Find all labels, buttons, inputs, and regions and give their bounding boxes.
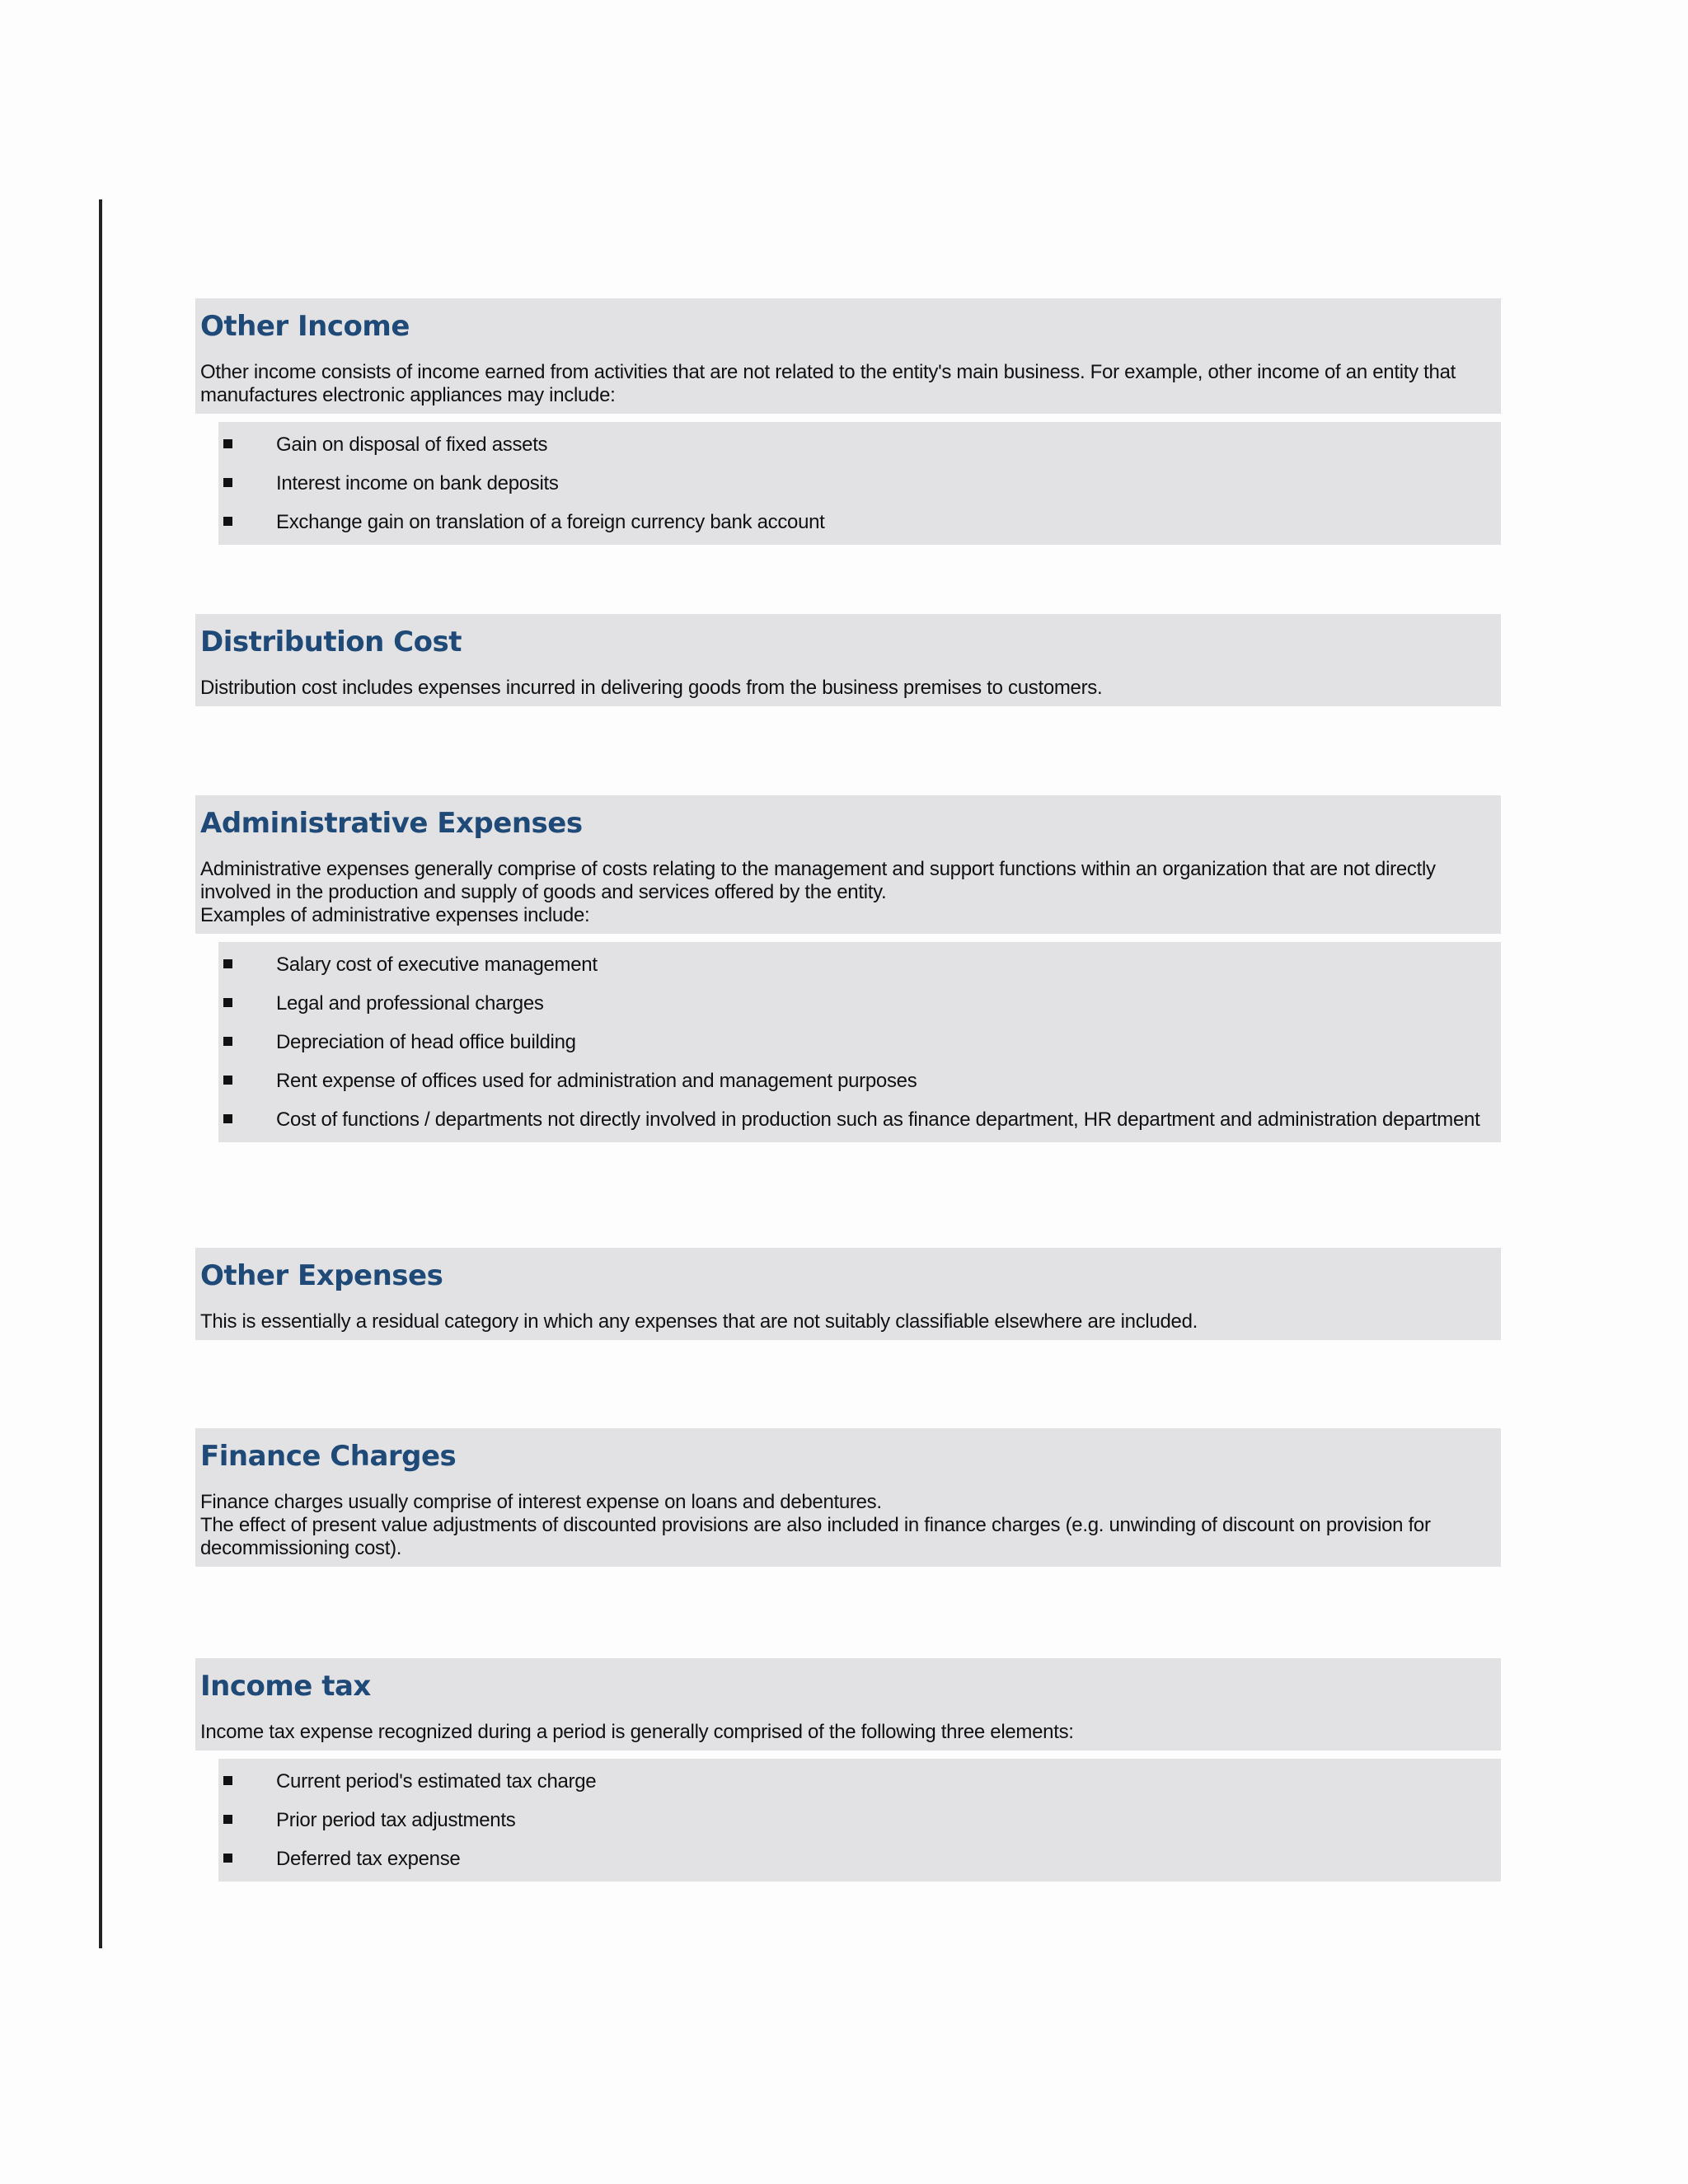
section-title: Finance Charges [200,1440,457,1473]
list-item: Exchange gain on translation of a foreign currency bank account [218,503,1501,541]
list-item: Deferred tax expense [218,1840,1501,1878]
list-item: Depreciation of head office building [218,1023,1501,1062]
section-header-box [195,1248,1501,1340]
margin-rule [99,199,102,1948]
section-header-box [195,614,1501,706]
bullet-list [218,942,1501,1142]
section-header-box [195,795,1501,934]
section-paragraph: Distribution cost includes expenses incurred in delivering goods from the business premises to customers. [200,677,1103,699]
section-paragraph: Other income consists of income earned from activities that are not related to the entity's main business. For example, other income of an entity that manufactures electronic appliances may include: [200,361,1456,406]
section-title: Other Expenses [200,1259,443,1292]
list-item: Legal and professional charges [218,984,1501,1023]
list-item: Rent expense of offices used for administration and management purposes [218,1062,1501,1100]
section-finance-charges [195,1428,1501,1567]
square-bullet-icon [223,998,232,1007]
section-header-box [195,298,1501,414]
bullet-list [218,422,1501,545]
section-title: Other Income [200,310,410,343]
section-paragraph: Finance charges usually comprise of interest expense on loans and debentures. [200,1491,882,1513]
list-item: Prior period tax adjustments [218,1801,1501,1840]
section-paragraph: This is essentially a residual category in which any expenses that are not suitably classifiable elsewhere are included. [200,1310,1198,1333]
square-bullet-icon [223,959,232,968]
section-title: Distribution Cost [200,626,462,658]
square-bullet-icon [223,439,232,448]
section-paragraph: Income tax expense recognized during a period is generally comprised of the following three elements: [200,1721,1074,1743]
section-income-tax [195,1658,1501,1895]
list-item: Current period's estimated tax charge [218,1762,1501,1801]
square-bullet-icon [223,1037,232,1046]
square-bullet-icon [223,1076,232,1085]
section-title: Administrative Expenses [200,807,583,840]
list-item: Salary cost of executive management [218,945,1501,984]
section-header-box [195,1658,1501,1750]
square-bullet-icon [223,1114,232,1123]
section-paragraph: Examples of administrative expenses include: [200,904,590,926]
section-paragraph: The effect of present value adjustments of discounted provisions are also included in finance charges (e.g. unwinding of discount on provision for decommissioning cost). [200,1514,1431,1559]
square-bullet-icon [223,1854,232,1863]
list-item: Gain on disposal of fixed assets [218,425,1501,464]
section-header-box [195,1428,1501,1567]
list-item: Cost of functions / departments not directly involved in production such as finance department, HR department and administration department [218,1100,1501,1139]
section-other-expenses [195,1248,1501,1340]
section-paragraph: Administrative expenses generally comprise of costs relating to the management and support functions within an organization that are not directly involved in the production and supply of goods and services offered by the entity. [200,858,1436,903]
square-bullet-icon [223,517,232,526]
square-bullet-icon [223,1815,232,1824]
bullet-list [218,1759,1501,1882]
section-distribution-cost [195,614,1501,706]
square-bullet-icon [223,1776,232,1785]
square-bullet-icon [223,478,232,487]
section-title: Income tax [200,1670,371,1703]
list-item: Interest income on bank deposits [218,464,1501,503]
section-administrative-expenses [195,795,1501,1155]
section-other-income [195,298,1501,558]
